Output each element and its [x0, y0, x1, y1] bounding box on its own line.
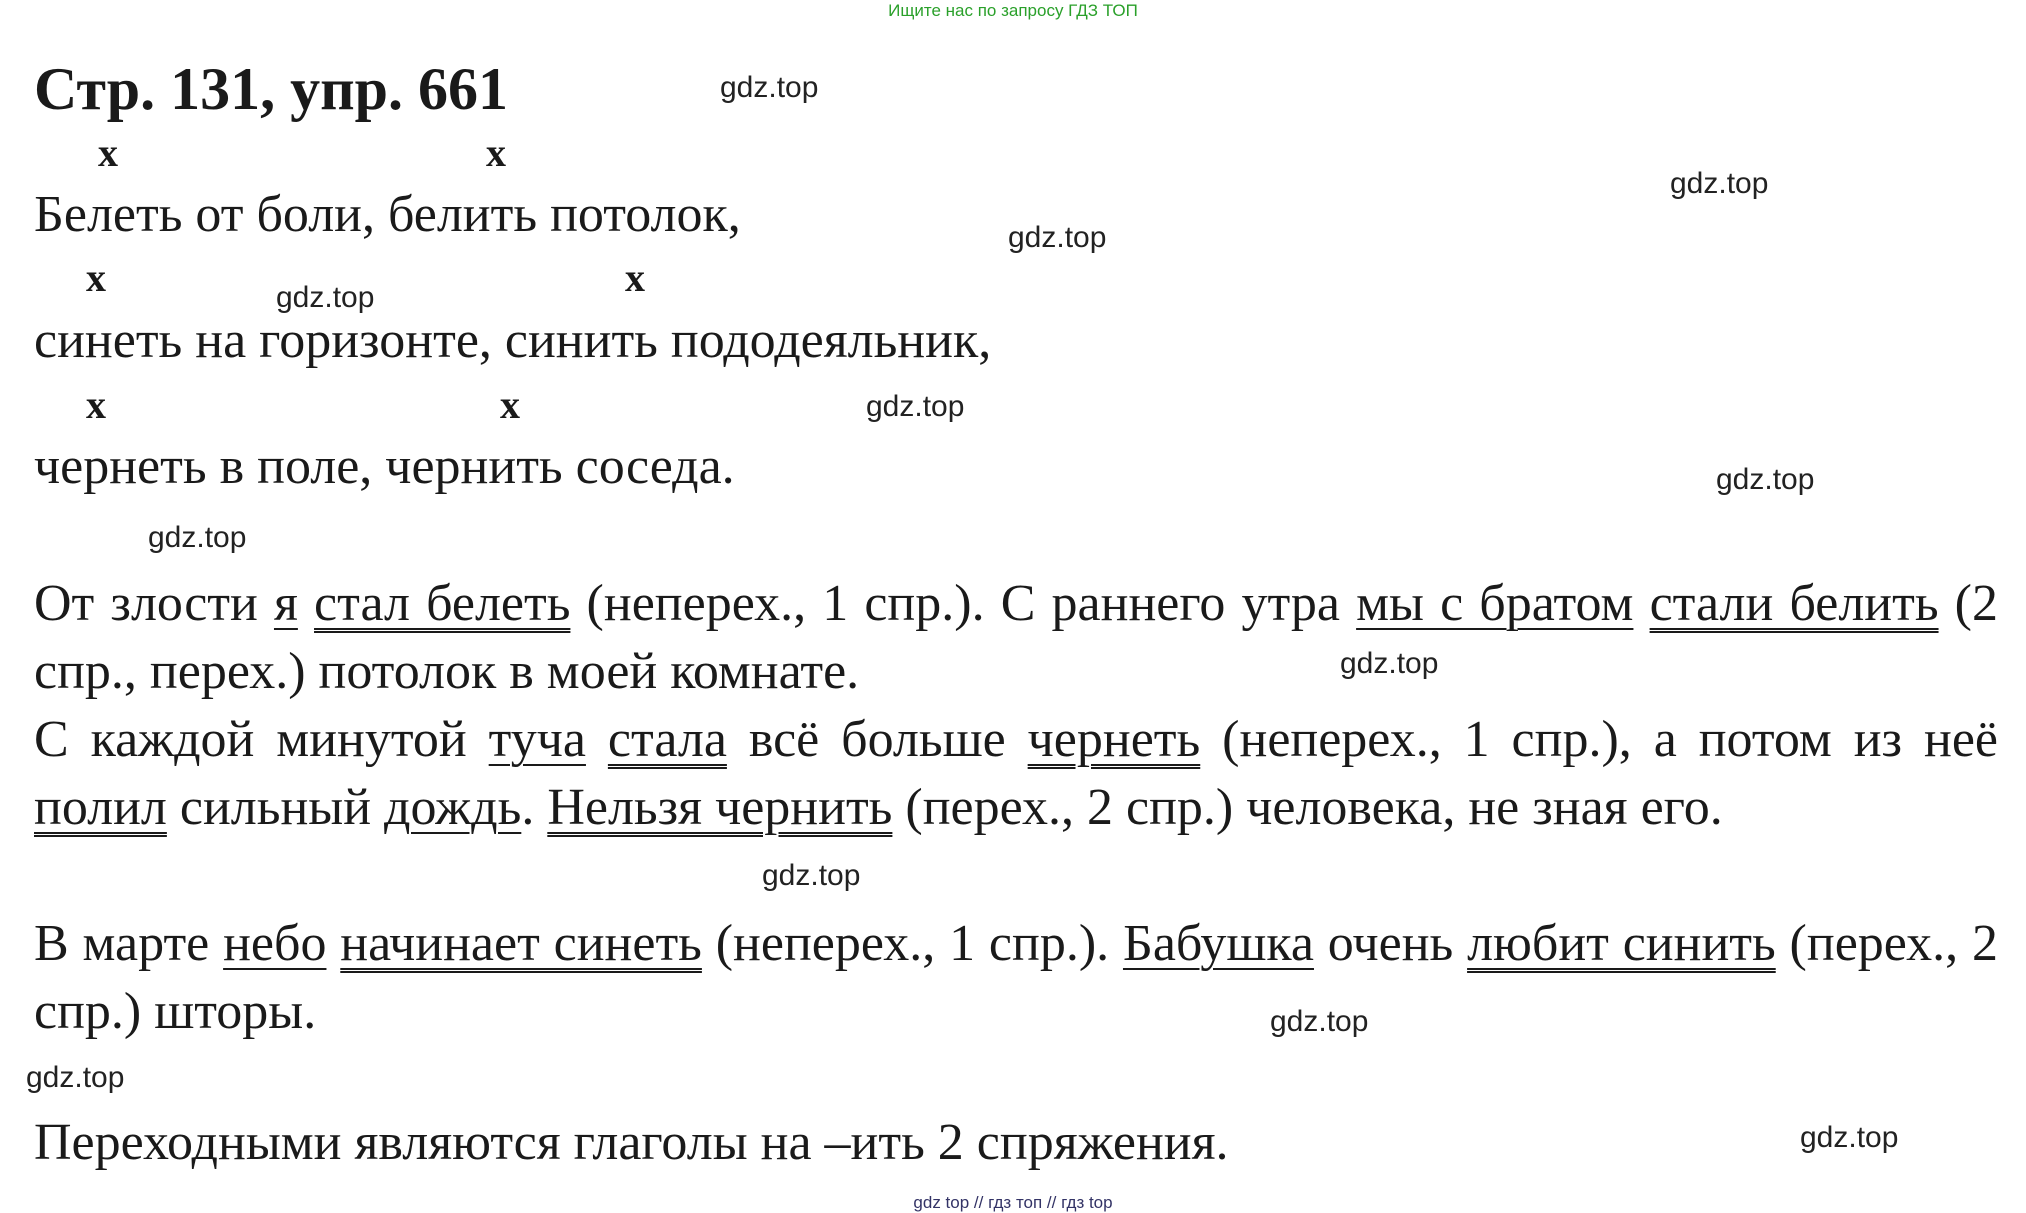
paragraph-text: [586, 711, 608, 768]
watermark: gdz.top: [1340, 647, 1439, 680]
subject-underlined: мы с братом: [1356, 575, 1634, 632]
watermark: gdz.top: [1670, 167, 1769, 200]
conclusion-text: Переходными являются глаголы на –ить 2 спряжения.: [34, 1114, 1229, 1171]
subject-underlined: Бабушка: [1122, 915, 1314, 972]
predicate-underlined: Нельзя чернить: [547, 779, 893, 836]
stress-mark: x: [98, 130, 118, 175]
predicate-underlined: чернеть: [1027, 711, 1201, 768]
stress-mark: x: [86, 382, 106, 427]
predicate-underlined: полил: [34, 779, 167, 836]
answer-paragraph: [34, 706, 1998, 842]
stress-mark: x: [86, 255, 106, 300]
subject-underlined: дождь: [384, 779, 522, 836]
stress-mark: x: [625, 255, 645, 300]
page-title: Стр. 131, упр. 661: [34, 56, 509, 122]
paragraph-text: С каждой минутой: [34, 711, 489, 768]
predicate-underlined: начинает синеть: [340, 915, 702, 972]
watermark: gdz.top: [26, 1061, 125, 1094]
paragraph-text: всё больше: [726, 711, 1028, 768]
paragraph-text: [326, 915, 340, 972]
subject-underlined: небо: [223, 915, 327, 972]
paragraph-text: очень: [1313, 915, 1468, 972]
answer-paragraph: [34, 910, 1998, 1046]
paragraph-text: [1633, 575, 1649, 632]
paragraph-text: (неперех., 1 спр.).: [701, 915, 1123, 972]
paragraph-text: От злости: [34, 575, 274, 632]
footer-links[interactable]: gdz top // гдз топ // гдз top: [913, 1193, 1113, 1212]
watermark: gdz.top: [276, 281, 375, 314]
predicate-underlined: любит синить: [1467, 915, 1776, 972]
stress-mark: x: [486, 130, 506, 175]
answer-paragraph: [34, 570, 1998, 706]
watermark: gdz.top: [762, 859, 861, 892]
watermark: gdz.top: [1800, 1121, 1899, 1154]
watermark: gdz.top: [720, 71, 819, 104]
subject-underlined: туча: [488, 711, 586, 768]
predicate-underlined: стали белить: [1649, 575, 1939, 632]
predicate-underlined: стала: [607, 711, 727, 768]
watermark: gdz.top: [866, 390, 965, 423]
paragraph-text: (перех., 2 спр.) шторы.: [34, 915, 1998, 1040]
watermark: gdz.top: [148, 521, 247, 554]
paragraph-text: [298, 575, 314, 632]
paragraph-text: (2 спр., перех.) потолок в моей комнате.: [34, 575, 1998, 700]
paragraph-text: сильный: [166, 779, 385, 836]
paragraph-text: (неперех., 1 спр.), а потом из неё: [1200, 711, 1999, 768]
stress-mark: x: [500, 382, 520, 427]
watermark: gdz.top: [1008, 221, 1107, 254]
phrase-line: синеть на горизонте, синить пододеяльник,: [34, 312, 992, 369]
paragraph-text: .: [521, 779, 548, 836]
paragraph-text: (неперех., 1 спр.). С раннего утра: [570, 575, 1357, 632]
subject-underlined: я: [273, 575, 298, 632]
watermark: gdz.top: [1716, 463, 1815, 496]
phrase-line: чернеть в поле, чернить соседа.: [34, 438, 735, 495]
header-note: Ищите нас по запросу ГДЗ ТОП: [888, 1, 1138, 20]
paragraph-text: (перех., 2 спр.) человека, не зная его.: [892, 779, 1723, 836]
phrase-line: Белеть от боли, белить потолок,: [34, 186, 741, 243]
predicate-underlined: стал белеть: [314, 575, 571, 632]
paragraph-text: В марте: [34, 915, 224, 972]
watermark: gdz.top: [1270, 1005, 1369, 1038]
